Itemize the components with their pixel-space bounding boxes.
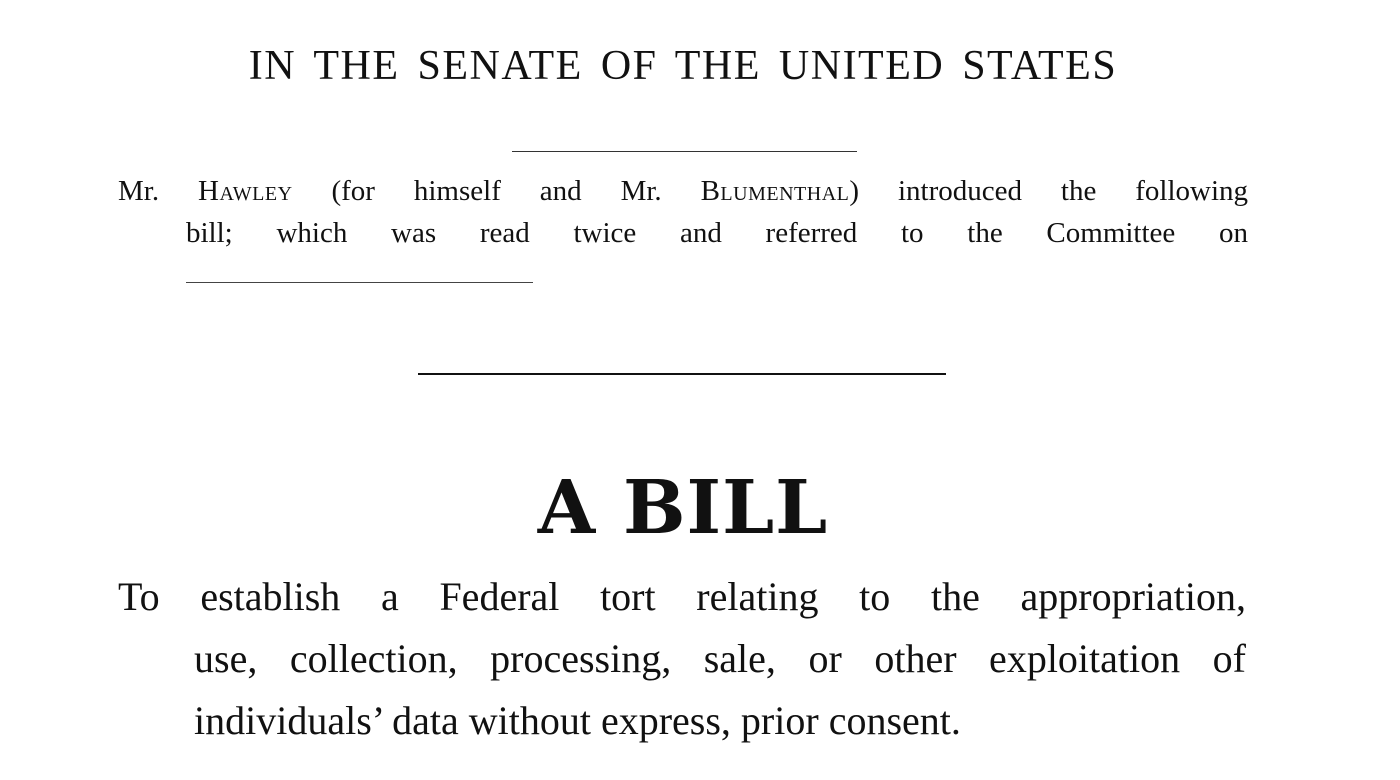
- cosponsor-name: Blumenthal: [700, 175, 850, 207]
- intro-middle: (for himself and Mr.: [292, 175, 701, 207]
- bill-title-line-2: use, collection, processing, sale, or other exploitation of: [194, 636, 1246, 681]
- bill-title-line-3: individuals’ data without express, prior consent.: [194, 698, 961, 743]
- section-divider: [418, 373, 946, 375]
- introduction-line-1: [118, 170, 1248, 212]
- chamber-heading: IN THE SENATE OF THE UNITED STATES: [248, 43, 1118, 89]
- committee-blank-line: [186, 282, 533, 283]
- bill-title-line-1: To establish a Federal tort relating to the appropriation,: [118, 574, 1246, 619]
- intro-suffix: ) introduced the following: [849, 175, 1249, 207]
- header-divider: [512, 151, 857, 152]
- document-type-heading: A BILL: [537, 465, 829, 551]
- intro-prefix: Mr.: [118, 175, 199, 207]
- bill-title: [118, 566, 1246, 752]
- sponsor-name: Hawley: [198, 175, 293, 207]
- introduction-paragraph: [118, 170, 1248, 254]
- introduction-line-2: bill; which was read twice and referred to the Committee on: [186, 217, 1248, 249]
